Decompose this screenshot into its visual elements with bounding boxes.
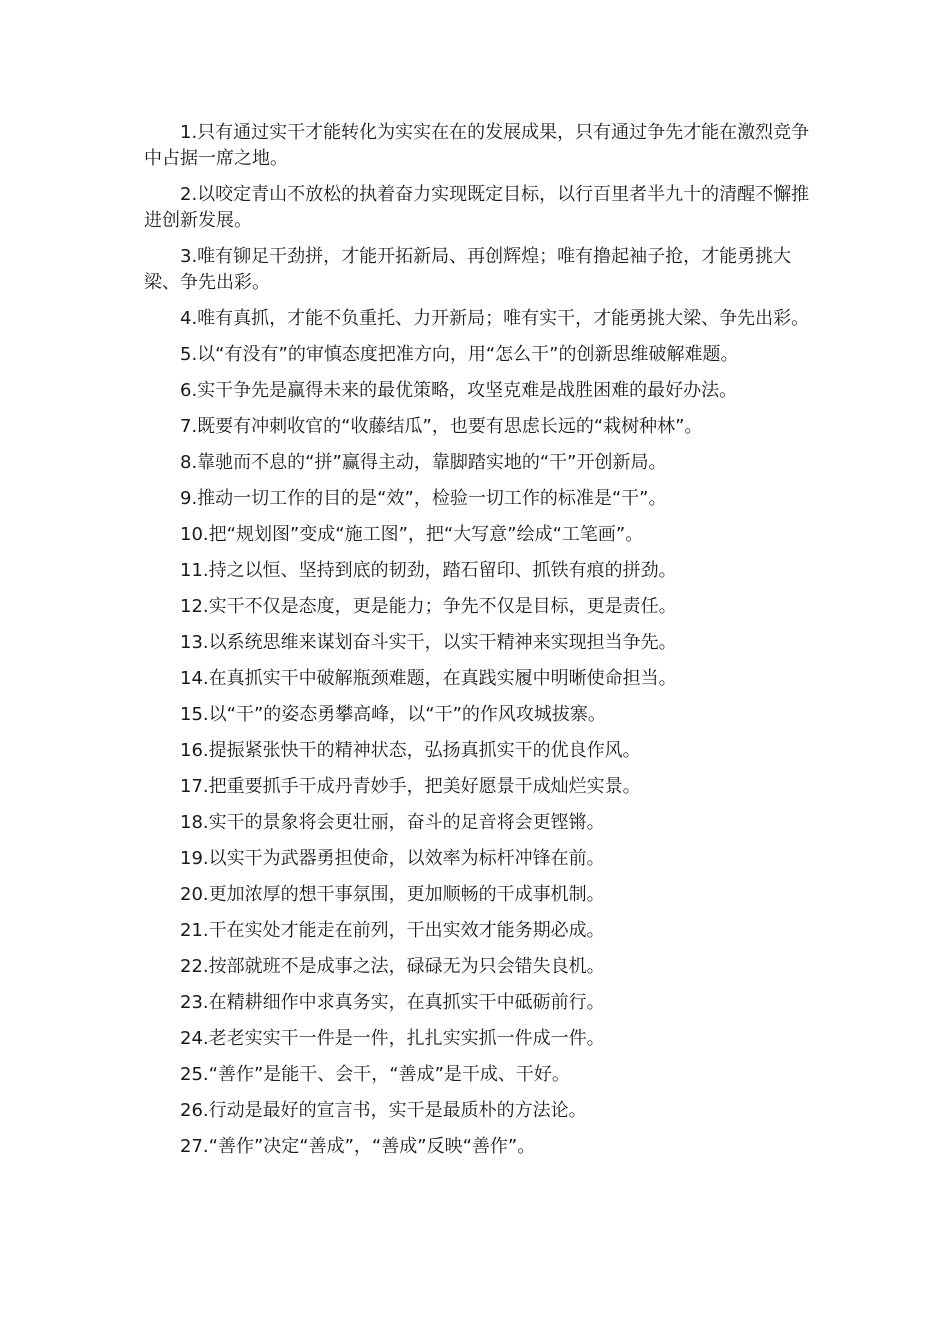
- paragraph-23: 23.在精耕细作中求真务实，在真抓实干中砥砺前行。: [180, 992, 605, 1013]
- paragraph-8: 8.靠驰而不息的“拼”赢得主动，靠脚踏实地的“干”开创新局。: [180, 452, 667, 473]
- paragraph-16: 16.提振紧张快干的精神状态，弘扬真抓实干的优良作风。: [180, 740, 641, 761]
- paragraph-12: 12.实干不仅是态度，更是能力；争先不仅是目标，更是责任。: [180, 596, 677, 617]
- paragraph-14: 14.在真抓实干中破解瓶颈难题，在真践实履中明晰使命担当。: [180, 668, 677, 689]
- paragraph-25: 25.“善作”是能干、会干，“善成”是干成、干好。: [180, 1064, 570, 1085]
- paragraph-19: 19.以实干为武器勇担使命，以效率为标杆冲锋在前。: [180, 848, 605, 869]
- paragraph-11: 11.持之以恒、坚持到底的韧劲，踏石留印、抓铁有痕的拼劲。: [180, 560, 677, 581]
- paragraph-1: 1.只有通过实干才能转化为实实在在的发展成果，只有通过争先才能在激烈竞争中占据一席之地。: [144, 122, 810, 169]
- paragraph-10: 10.把“规划图”变成“施工图”，把“大写意”绘成“工笔画”。: [180, 524, 644, 545]
- paragraph-26: 26.行动是最好的宣言书，实干是最质朴的方法论。: [180, 1100, 587, 1121]
- paragraph-18: 18.实干的景象将会更壮丽，奋斗的足音将会更铿锵。: [180, 812, 605, 833]
- paragraph-13: 13.以系统思维来谋划奋斗实干，以实干精神来实现担当争先。: [180, 632, 677, 653]
- document-body: [144, 120, 810, 1170]
- paragraph-27: 27.“善作”决定“善成”，“善成”反映“善作”。: [180, 1136, 536, 1157]
- paragraph-21: 21.干在实处才能走在前列，干出实效才能务期必成。: [180, 920, 605, 941]
- paragraph-4: 4.唯有真抓，才能不负重托、力开新局；唯有实干，才能勇挑大梁、争先出彩。: [180, 308, 810, 329]
- paragraph-9: 9.推动一切工作的目的是“效”，检验一切工作的标准是“干”。: [180, 488, 667, 509]
- paragraph-7: 7.既要有冲刺收官的“收藤结瓜”，也要有思虑长远的“栽树种林”。: [180, 416, 703, 437]
- paragraph-2: 2.以咬定青山不放松的执着奋力实现既定目标，以行百里者半九十的清醒不懈推进创新发展。: [144, 184, 810, 231]
- paragraph-6: 6.实干争先是赢得未来的最优策略，攻坚克难是战胜困难的最好办法。: [180, 380, 738, 401]
- paragraph-5: 5.以“有没有”的审慎态度把准方向，用“怎么干”的创新思维破解难题。: [180, 344, 739, 365]
- paragraph-22: 22.按部就班不是成事之法，碌碌无为只会错失良机。: [180, 956, 605, 977]
- paragraph-20: 20.更加浓厚的想干事氛围，更加顺畅的干成事机制。: [180, 884, 605, 905]
- paragraph-15: 15.以“干”的姿态勇攀高峰，以“干”的作风攻城拔寨。: [180, 704, 606, 725]
- paragraph-3: 3.唯有铆足干劲拼，才能开拓新局、再创辉煌；唯有撸起袖子抢，才能勇挑大梁、争先出彩。: [144, 246, 792, 293]
- paragraph-24: 24.老老实实干一件是一件，扎扎实实抓一件成一件。: [180, 1028, 605, 1049]
- paragraph-17: 17.把重要抓手干成丹青妙手，把美好愿景干成灿烂实景。: [180, 776, 641, 797]
